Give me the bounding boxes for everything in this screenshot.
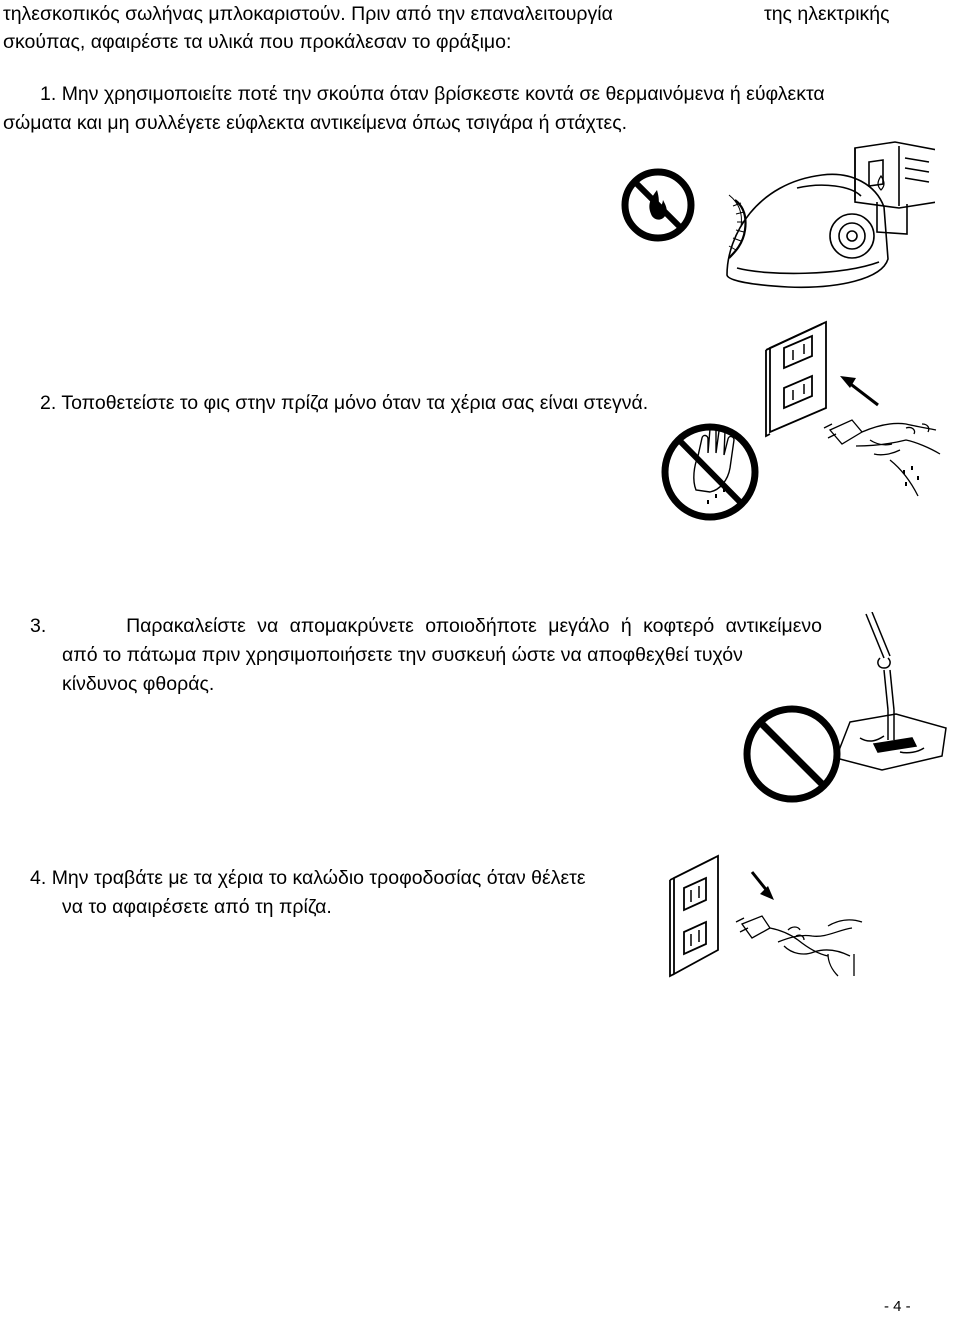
intro-line-1-left: τηλεσκοπικός σωλήνας μπλοκαριστούν. Πριν από την επαναλειτουργία	[3, 3, 613, 25]
item-3-line-1-row	[30, 612, 822, 641]
item-1-line-2: σώματα και μη συλλέγετε εύφλεκτα αντικείμενα όπως τσιγάρα ή στάχτες.	[3, 112, 628, 134]
intro-line-1	[3, 0, 613, 29]
arrow-icon	[840, 376, 878, 405]
item-1-number: 1.	[40, 83, 57, 105]
no-wet-hands-icon	[665, 426, 755, 517]
intro-line-1-right: της ηλεκτρικής	[764, 3, 890, 25]
arrow-icon-2	[752, 872, 774, 900]
item-3-line-1: Παρακαλείστε να απομακρύνετε οποιοδήποτε μεγάλο ή κοφτερό αντικείμενο	[126, 615, 822, 637]
no-debris-vacuum-illustration	[740, 612, 955, 837]
item-2-number: 2.	[40, 392, 57, 414]
socket-wet-hand-illustration	[660, 320, 960, 530]
item-1-text	[40, 80, 825, 109]
pull-plug-illustration	[668, 850, 868, 985]
no-sign-icon	[747, 709, 837, 799]
no-flame-icon	[625, 172, 691, 238]
item-4-number: 4.	[30, 867, 47, 889]
item-2-line-1: Τοποθετείστε το φις στην πρίζα μόνο όταν τα χέρια σας είναι στεγνά.	[61, 392, 649, 414]
item-3-line-3: κίνδυνος φθοράς.	[62, 673, 215, 695]
wall-socket-icon	[766, 322, 826, 436]
item-2-text	[40, 389, 648, 418]
item-3-line-2: από το πάτωμα πριν χρησιμοποιήσετε την συσκευή ώστε να αποφθεχθεί τυχόν	[62, 644, 743, 666]
item-1-line-1: Μην χρησιμοποιείτε ποτέ την σκούπα όταν βρίσκεστε κοντά σε θερμαινόμενα ή εύφλεκτα	[61, 83, 825, 105]
no-fire-vacuum-illustration	[615, 140, 935, 300]
plug-hand-icon	[824, 420, 940, 496]
item-4-text	[30, 864, 586, 893]
wall-socket-icon-2	[670, 856, 718, 976]
item-4-line-1: Μην τραβάτε με τα χέρια το καλώδιο τροφοδοσίας όταν θέλετε	[51, 867, 586, 889]
hand-cord-icon	[736, 916, 862, 976]
page-number: - 4 -	[884, 1298, 911, 1315]
item-3-number: 3.	[30, 615, 47, 637]
vacuum-nozzle-icon	[836, 612, 946, 770]
intro-line-2: σκούπας, αφαιρέστε τα υλικά που προκάλεσαν το φράξιμο:	[3, 31, 512, 53]
vacuum-cleaner-icon	[727, 142, 935, 287]
item-4-line-2: να το αφαιρέσετε από τη πρίζα.	[62, 896, 332, 918]
